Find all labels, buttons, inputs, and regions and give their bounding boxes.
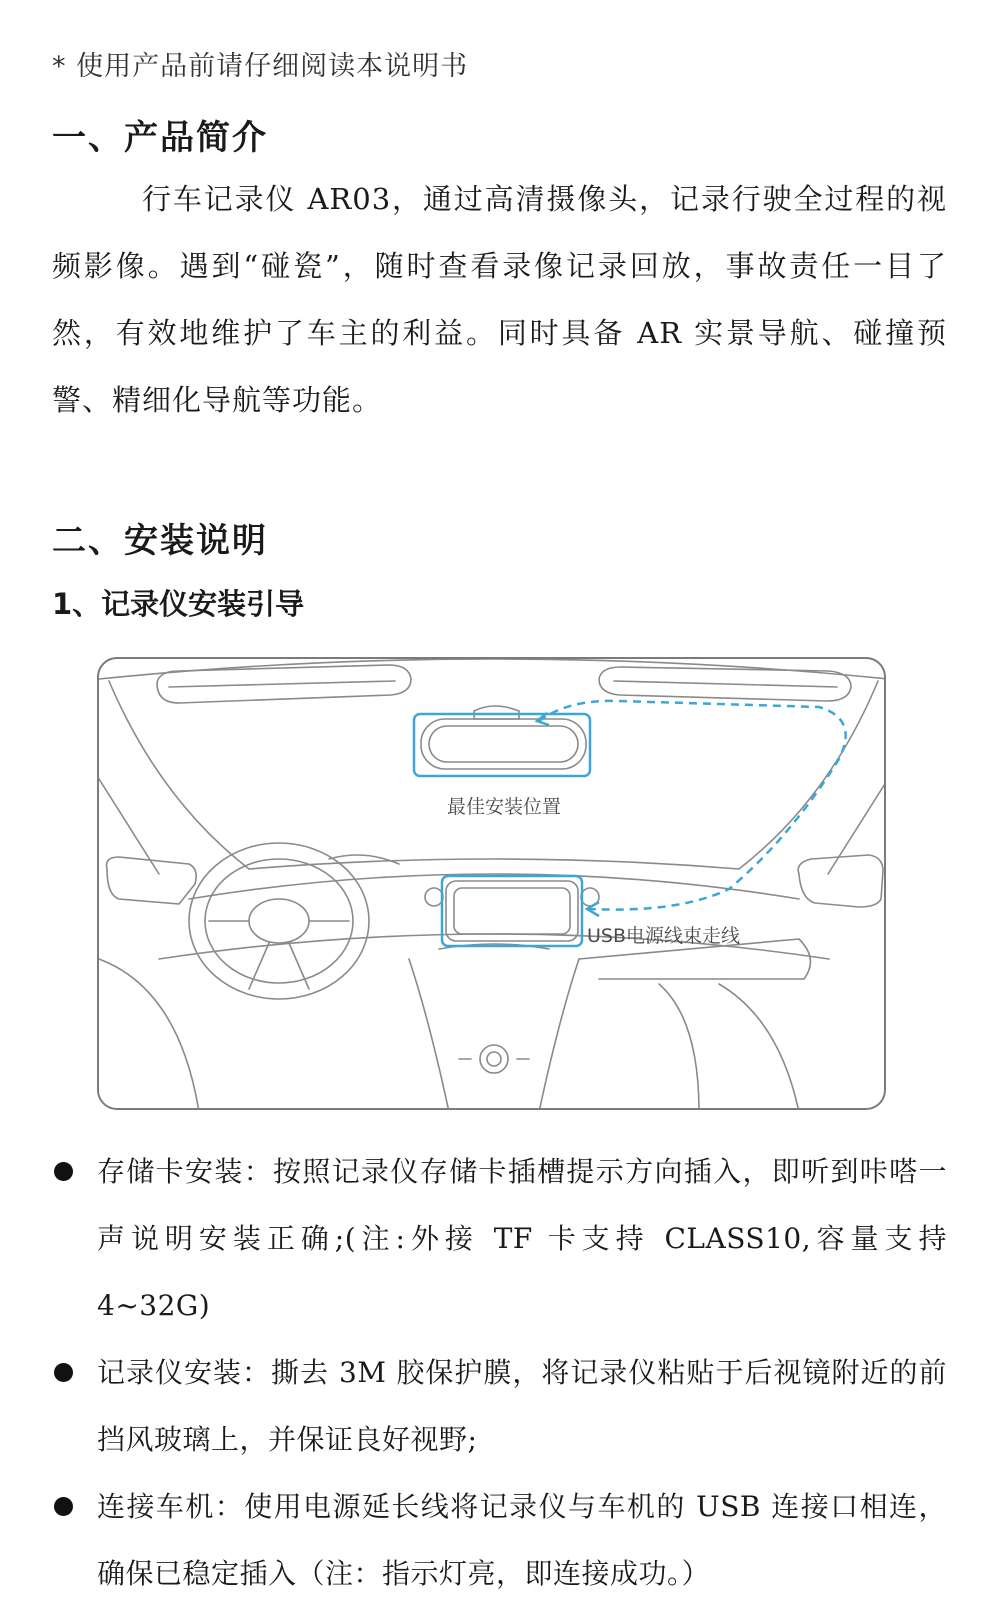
section-title-install: 二、安装说明	[52, 521, 268, 561]
bullet-dot-icon	[54, 1363, 73, 1382]
list-item	[52, 1473, 947, 1607]
step-text-memory-card: 存储卡安装：按照记录仪存储卡插槽提示方向插入，即听到咔嗒一声说明安装正确;(注:外接 TF 卡支持 CLASS10,容量支持 4~32G)	[97, 1155, 947, 1322]
bullet-dot-icon	[54, 1162, 73, 1181]
label-best-install-position: 最佳安装位置	[447, 796, 562, 818]
installation-steps-list	[52, 1138, 947, 1607]
step-text-connect-head-unit: 连接车机：使用电源延长线将记录仪与车机的 USB 连接口相连，确保已稳定插入（注：指示灯亮，即连接成功。）	[97, 1490, 947, 1590]
list-item	[52, 1339, 947, 1473]
section-title-intro: 一、产品简介	[52, 118, 268, 158]
label-usb-cable-route: USB电源线束走线	[587, 925, 741, 947]
step-text-recorder-install: 记录仪安装：撕去 3M 胶保护膜，将记录仪粘贴于后视镜附近的前挡风玻璃上，并保证良好视野;	[97, 1356, 947, 1456]
reading-notice: * 使用产品前请仔细阅读本说明书	[52, 51, 469, 82]
bullet-dot-icon	[54, 1497, 73, 1516]
list-item	[52, 1138, 947, 1339]
install-guide-illustration	[97, 657, 886, 1110]
car-interior-drawing	[99, 659, 886, 1110]
intro-paragraph: 行车记录仪 AR03，通过高清摄像头，记录行驶全过程的视频影像。遇到“碰瓷”，随时查看录像记录回放，事故责任一目了然，有效地维护了车主的利益。同时具备 AR 实景导航、碰撞预警、精细化导航等功能。	[52, 182, 947, 417]
subsection-title-install-guide: 1、记录仪安装引导	[52, 587, 305, 621]
